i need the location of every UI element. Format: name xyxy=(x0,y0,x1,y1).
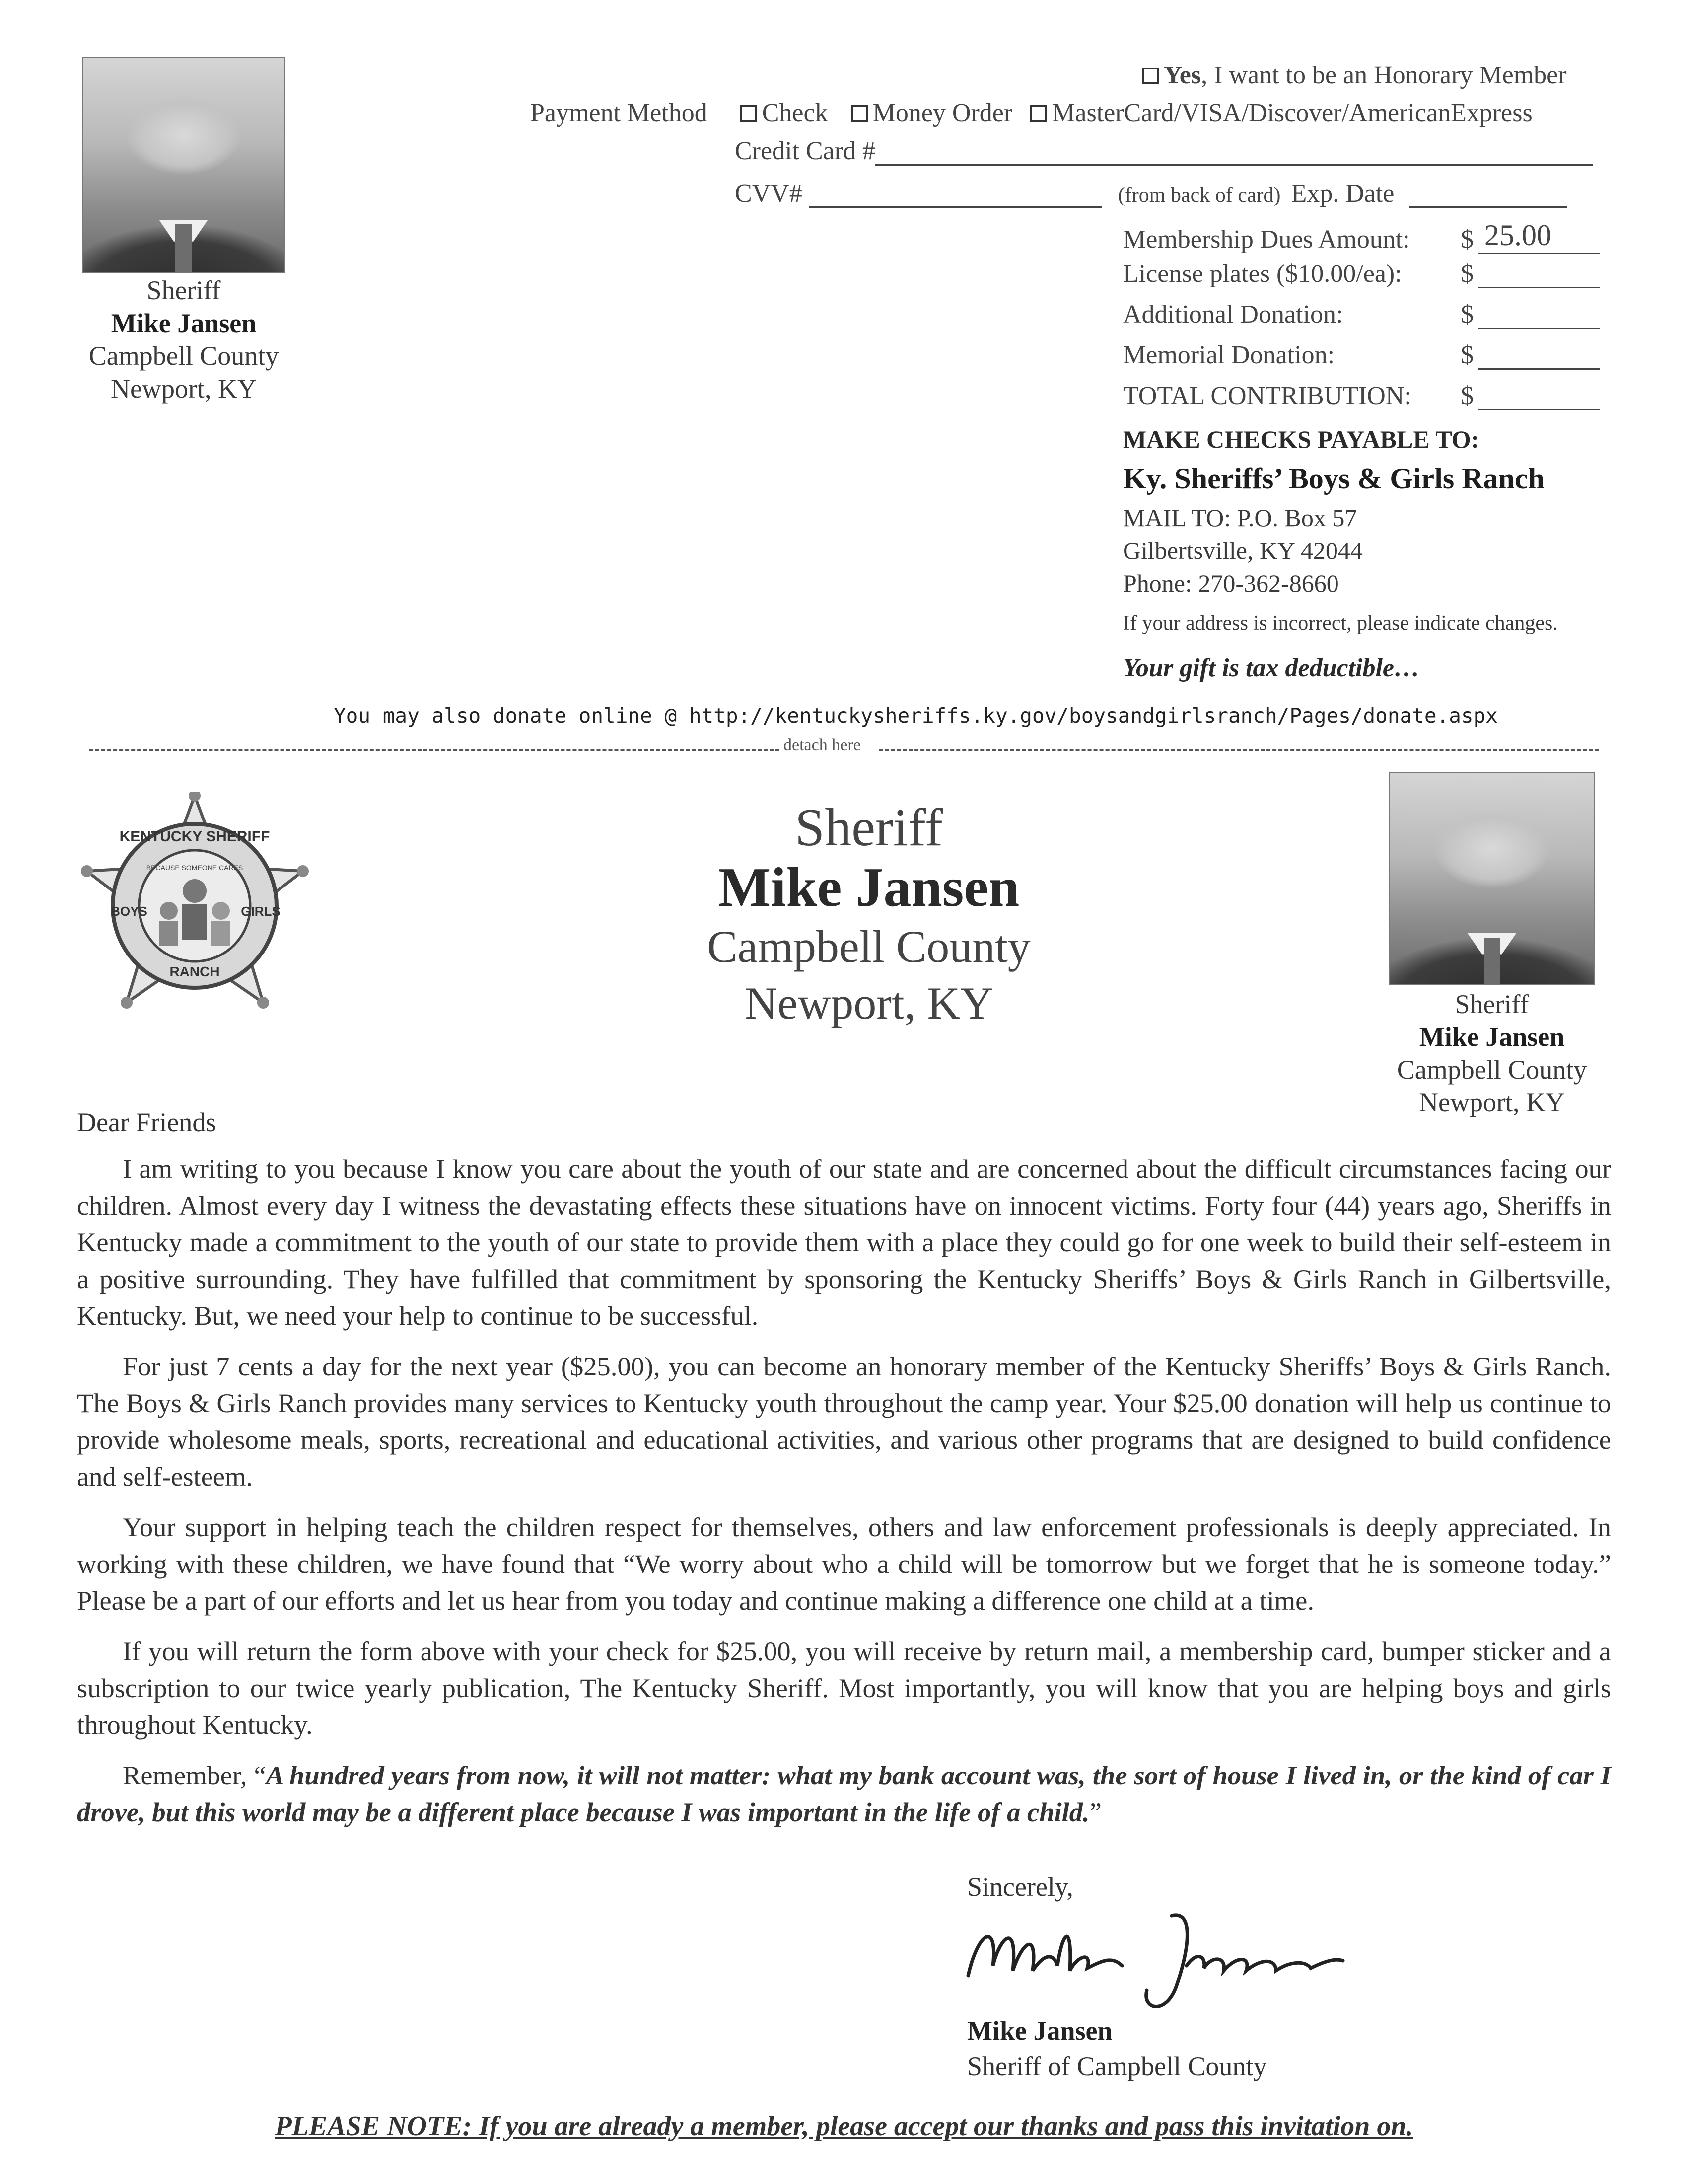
remember-quote: A hundred years from now, it will not matter: what my bank account was, the sort of house I lived in, or the kind of car I drove, but this world may be a different place because I was important in the life of a child. xyxy=(77,1760,1611,1827)
ranch-badge-logo xyxy=(72,792,318,1010)
online-donate-text: You may also donate online @ http://kentuckysheriffs.ky.gov/boysandgirlsranch/Pages/donate.aspx xyxy=(334,704,1498,728)
amount-label-membership: Membership Dues Amount: xyxy=(1123,225,1410,254)
amount-label-memorial: Memorial Donation: xyxy=(1123,341,1335,369)
badge-text-right: GIRLS xyxy=(241,904,281,919)
right-caption xyxy=(1355,988,1628,1119)
letterhead-name: Mike Jansen xyxy=(718,857,1020,918)
mail-city: Gilbertsville, KY 42044 xyxy=(1123,537,1363,564)
detach-line-right xyxy=(879,749,1599,751)
top-caption-city: Newport, KY xyxy=(111,374,257,404)
payment-method-row xyxy=(530,98,1533,128)
credit-card-row[interactable] xyxy=(735,136,1593,166)
right-caption-city: Newport, KY xyxy=(1419,1088,1565,1117)
tax-note: Your gift is tax deductible… xyxy=(1123,654,1420,682)
salutation: Dear Friends xyxy=(77,1107,216,1137)
letterhead-city: Newport, KY xyxy=(744,978,993,1028)
sheriff-photo-top xyxy=(82,57,285,273)
honorary-member-row[interactable] xyxy=(1142,61,1567,90)
sheriff-photo-right xyxy=(1389,772,1595,985)
signer-name: Mike Jansen xyxy=(967,2016,1113,2046)
please-note: PLEASE NOTE: If you are already a member, please accept our thanks and pass this invitation on. xyxy=(275,2111,1413,2142)
paragraph-remember: Remember, “A hundred years from now, it will not matter: what my bank account was, the sort of house I lived in, or the kind of car I drove, but this world may be a different place because I was important in the life of a child.” xyxy=(77,1760,1611,1827)
cvv-row xyxy=(735,179,1567,208)
exp-date-label: Exp. Date xyxy=(1291,179,1395,207)
memorial-donation-field[interactable] xyxy=(1478,343,1600,370)
letter-body xyxy=(77,1151,1611,1844)
payment-option-cards: MasterCard/VISA/Discover/AmericanExpress xyxy=(1052,99,1533,127)
amount-label-additional: Additional Donation: xyxy=(1123,300,1343,329)
from-back-label: (from back of card) xyxy=(1118,184,1281,206)
amount-row-memorial: Memorial Donation: $ xyxy=(1123,341,1600,370)
payable-heading: MAKE CHECKS PAYABLE TO: xyxy=(1123,425,1479,453)
paragraph-4: If you will return the form above with your check for $25.00, you will receive by return mail, a membership card, bumper sticker and a subscription to our twice yearly publication, The Kentucky Sheriff. Most importantly, you will know that you are helping boys and girls throughout Kentucky. xyxy=(77,1636,1611,1740)
honorary-yes: Yes xyxy=(1164,61,1201,89)
letterhead xyxy=(546,799,1192,1031)
amount-label-total: TOTAL CONTRIBUTION: xyxy=(1123,382,1411,410)
payment-method-label: Payment Method xyxy=(530,99,707,127)
paragraph-1: I am writing to you because I know you care about the youth of our state and are concerned about the difficult circumstances facing our children. Almost every day I witness the devastating effects these situations have on innocent victims. Forty four (44) years ago, Sheriffs in Kentucky made a commitment to the youth of our state to provide them with a place they could go for one week to build their self-esteem in a positive surrounding. They have fulfilled that commitment by sponsoring the Kentucky Sheriffs’ Boys & Girls Ranch in Gilbertsville, Kentucky. But, we need your help to continue to be successful. xyxy=(77,1154,1611,1331)
amount-row-total: TOTAL CONTRIBUTION: $ xyxy=(1123,381,1600,410)
amount-row-membership: Membership Dues Amount: $ 25.00 xyxy=(1123,218,1600,254)
badge-text-left: BOYS xyxy=(111,904,147,919)
honorary-checkbox[interactable] xyxy=(1142,68,1159,84)
cvv-label: CVV# xyxy=(735,179,802,207)
money-order-checkbox[interactable] xyxy=(851,105,868,122)
right-caption-county: Campbell County xyxy=(1397,1055,1587,1085)
payment-option-check: Check xyxy=(762,99,828,127)
right-caption-name: Mike Jansen xyxy=(1419,1022,1565,1052)
amount-label-license: License plates ($10.00/ea): xyxy=(1123,260,1402,288)
mail-to: MAIL TO: P.O. Box 57 xyxy=(1123,504,1357,532)
paragraph-2: For just 7 cents a day for the next year ($25.00), you can become an honorary member of the Kentucky Sheriffs’ Boys & Girls Ranch. The Boys & Girls Ranch provides many services to Kentucky youth throughout the camp year. Your $25.00 donation will help us continue to provide wholesome meals, sports, recreational and educational activities, and various other programs that are designed to build confidence and self-esteem. xyxy=(77,1351,1611,1492)
credit-card-checkbox[interactable] xyxy=(1030,105,1047,122)
amount-row-additional: Additional Donation: $ xyxy=(1123,300,1600,329)
exp-date-field[interactable] xyxy=(1409,193,1567,208)
phone: Phone: 270-362-8660 xyxy=(1123,569,1339,597)
payment-option-money-order: Money Order xyxy=(872,99,1013,127)
additional-donation-field[interactable] xyxy=(1478,303,1600,329)
credit-card-label: Credit Card # xyxy=(735,137,876,165)
address-note: If your address is incorrect, please indicate changes. xyxy=(1123,612,1558,635)
badge-text-inner: BECAUSE SOMEONE CARES xyxy=(146,864,243,872)
closing: Sincerely, xyxy=(967,1872,1073,1902)
letterhead-title: Sheriff xyxy=(795,798,943,857)
paragraph-3: Your support in helping teach the children respect for themselves, others and law enforcement professionals is deeply appreciated. In working with these children, we have found that “We worry about who a child will be tomorrow but we forget that he is someone today.” Please be a part of our efforts and let us hear from you today and continue making a difference one child at a time. xyxy=(77,1512,1611,1616)
honorary-text: , I want to be an Honorary Member xyxy=(1201,61,1567,89)
detach-label: detach here xyxy=(783,736,861,754)
total-contribution-field[interactable] xyxy=(1478,384,1600,410)
amount-row-license: License plates ($10.00/ea): $ xyxy=(1123,259,1600,288)
payable-to: Ky. Sheriffs’ Boys & Girls Ranch xyxy=(1123,462,1545,495)
right-caption-title: Sheriff xyxy=(1455,989,1529,1019)
letterhead-county: Campbell County xyxy=(707,921,1031,972)
handwritten-signature xyxy=(958,1901,1345,2020)
signer-title: Sheriff of Campbell County xyxy=(967,2051,1267,2081)
credit-card-field[interactable] xyxy=(875,140,1593,166)
top-caption-name: Mike Jansen xyxy=(111,308,257,338)
check-checkbox[interactable] xyxy=(740,105,757,122)
top-caption-title: Sheriff xyxy=(146,275,221,305)
membership-dues-field[interactable]: 25.00 xyxy=(1478,218,1600,254)
badge-text-bottom: RANCH xyxy=(169,964,220,979)
top-caption xyxy=(47,274,320,405)
top-caption-county: Campbell County xyxy=(88,341,279,371)
badge-text-top: KENTUCKY SHERIFF xyxy=(119,828,270,845)
detach-line-left xyxy=(89,749,779,751)
license-plates-field[interactable] xyxy=(1478,262,1600,288)
cvv-field[interactable] xyxy=(809,193,1102,208)
